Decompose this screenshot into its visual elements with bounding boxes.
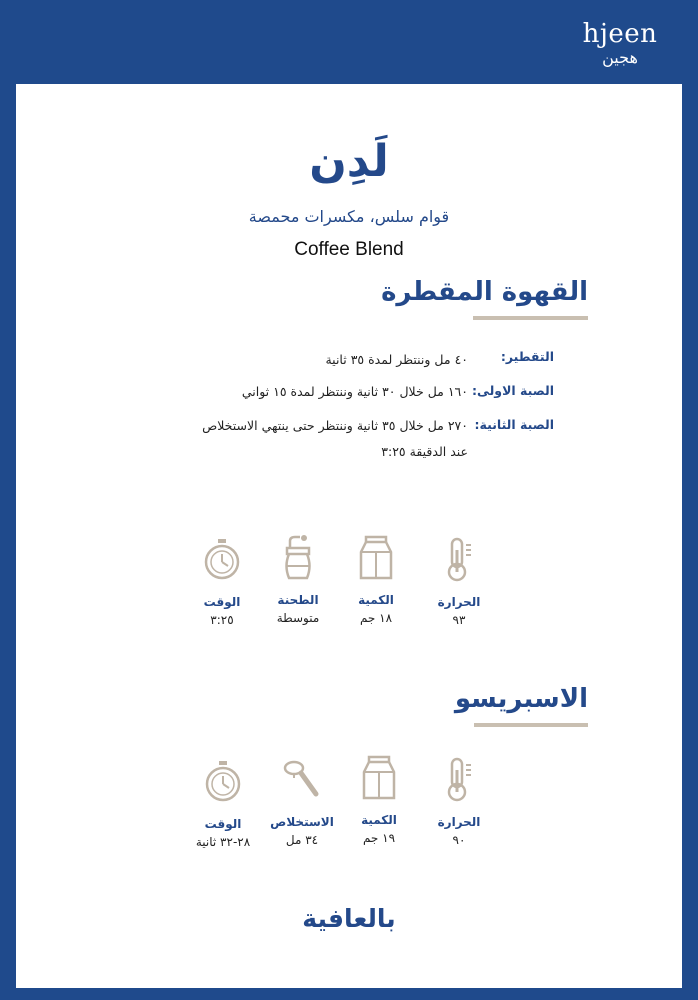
drip-temperature-label: الحرارة xyxy=(437,595,481,609)
step-text-second-pour-end: عند الدقيقة ٣:٢٥ xyxy=(381,444,468,459)
stopwatch-icon xyxy=(202,536,242,582)
step-text-first-pour: ١٦٠ مل خلال ٣٠ ثانية وننتظر لمدة ١٥ ثواني xyxy=(241,384,468,399)
page-title: لَدِن xyxy=(309,136,389,187)
drip-stat-temperature xyxy=(419,536,499,628)
drip-stat-amount xyxy=(336,534,416,626)
espresso-stat-extraction xyxy=(262,756,342,848)
drip-amount-value: ١٨ جم xyxy=(359,611,393,625)
espresso-temperature-value: ٩٠ xyxy=(452,833,466,847)
step-text-second-pour: ٢٧٠ مل خلال ٣٥ ثانية وننتظر حتى ينتهي الاستخلاص xyxy=(202,418,468,433)
coffee-bag-icon xyxy=(356,534,396,580)
espresso-stat-time xyxy=(183,758,263,850)
step-label-bloom: التقطير: xyxy=(500,349,554,364)
grinder-icon xyxy=(278,534,318,580)
portafilter-icon xyxy=(282,756,322,802)
drip-time-label: الوقت xyxy=(203,595,241,609)
espresso-time-value: ٢٨-٣٢ ثانية xyxy=(195,835,251,849)
espresso-time-label: الوقت xyxy=(204,817,242,831)
drip-stat-time xyxy=(182,536,262,628)
espresso-extraction-value: ٣٤ مل xyxy=(285,833,319,847)
espresso-amount-label: الكمية xyxy=(361,813,397,827)
coffee-bag-icon xyxy=(359,754,399,800)
espresso-underline xyxy=(474,723,588,727)
drip-heading: القهوة المقطرة xyxy=(381,277,588,307)
blend-label: Coffee Blend xyxy=(294,239,404,260)
espresso-temperature-label: الحرارة xyxy=(437,815,481,829)
step-label-first-pour: الصبة الاولى: xyxy=(471,383,554,398)
step-text-bloom: ٤٠ مل وننتظر لمدة ٣٥ ثانية xyxy=(325,352,468,367)
thermometer-icon xyxy=(439,756,479,802)
drip-time-value: ٣:٢٥ xyxy=(210,613,234,627)
drip-grind-value: متوسطة xyxy=(276,611,320,625)
thermometer-icon xyxy=(439,536,479,582)
brand-logo xyxy=(580,20,660,74)
footer-greeting: بالعافية xyxy=(302,904,396,933)
drip-grind-label: الطحنة xyxy=(277,593,319,607)
espresso-heading: الاسبريسو xyxy=(454,684,588,714)
stopwatch-icon xyxy=(203,758,243,804)
espresso-extraction-label: الاستخلاص xyxy=(270,815,334,829)
brand-logo-ar: هجين xyxy=(602,48,638,67)
tasting-notes: قوام سلس، مكسرات محمصة xyxy=(248,207,450,226)
espresso-stat-amount xyxy=(339,754,419,846)
drip-underline xyxy=(473,316,588,320)
drip-amount-label: الكمية xyxy=(358,593,394,607)
step-label-second-pour: الصبة الثانية: xyxy=(474,417,554,432)
brand-logo-en: hjeen xyxy=(582,19,658,49)
espresso-stat-temperature xyxy=(419,756,499,848)
espresso-amount-value: ١٩ جم xyxy=(362,831,396,845)
drip-stat-grind xyxy=(258,534,338,626)
drip-temperature-value: ٩٣ xyxy=(452,613,466,627)
